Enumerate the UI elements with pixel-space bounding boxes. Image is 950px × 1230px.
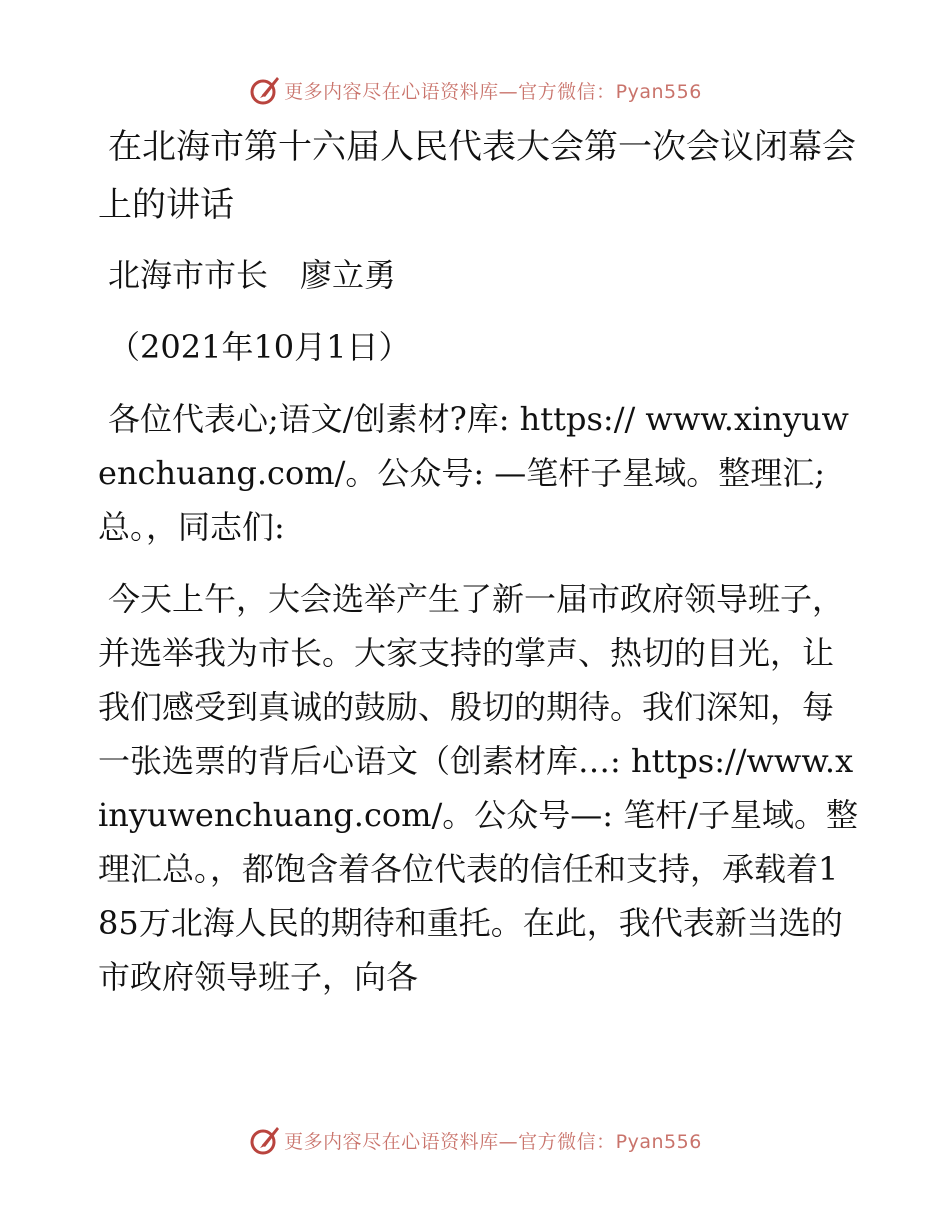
banner-text: 更多内容尽在心语资料库—官方微信：Pyan556: [284, 1130, 702, 1153]
document-body: [98, 118, 858, 1004]
header-banner: [0, 70, 950, 110]
document-title: 在北海市第十六届人民代表大会第一次会议闭幕会上的讲话: [98, 127, 856, 225]
byline: 北海市市长 廖立勇: [108, 256, 397, 294]
banner-text: 更多内容尽在心语资料库—官方微信：Pyan556: [284, 80, 702, 103]
footer-banner: [0, 1120, 950, 1160]
quill-pen-logo-icon: [248, 73, 282, 107]
body-paragraph: 今天上午，大会选举产生了新一届市政府领导班子，并选举我为市长。大家支持的掌声、热切的目光，让我们感受到真诚的鼓励、殷切的期待。我们深知，每一张选票的背后心语文（创素材库…: https://www.xinyuwenchuang.com/。公众号—: 笔杆/子星域。整理汇总。，都饱含着各位代表的信任和支持，承载着185万北海人民的期待和重托。在此，我代表新当选的市政府领导班子，向各: [98, 580, 859, 996]
quill-pen-logo-icon: [248, 1123, 282, 1157]
speech-date: （2021年10月1日）: [108, 328, 411, 366]
greeting-paragraph: 各位代表心;语文/创素材?库: https:// www.xinyuwenchuang.com/。公众号: —笔杆子星域。整理汇;总。，同志们:: [98, 400, 849, 546]
